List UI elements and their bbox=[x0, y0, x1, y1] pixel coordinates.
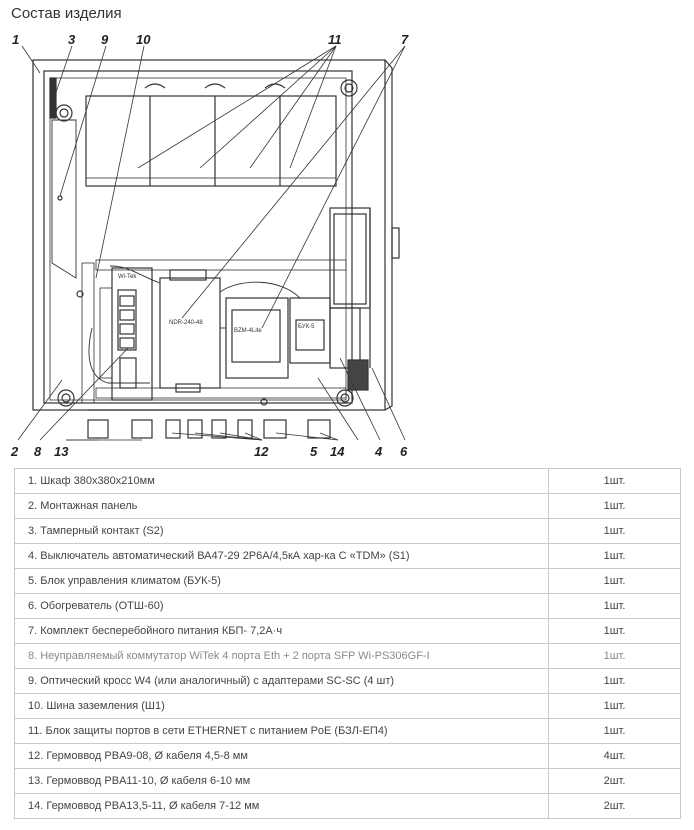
part-qty-cell: 1шт. bbox=[549, 519, 681, 544]
part-name-cell: 4. Выключатель автоматический ВА47-29 2Р6А/4,5кА хар-ка С «TDM» (S1) bbox=[15, 544, 549, 569]
part-name-cell: 10. Шина заземления (Ш1) bbox=[15, 694, 549, 719]
part-qty-cell: 1шт. bbox=[549, 644, 681, 669]
device-right-label: БУК-5 bbox=[298, 324, 315, 330]
callout-1: 1 bbox=[12, 32, 20, 47]
callout-4: 4 bbox=[375, 444, 383, 459]
part-name-cell: 8. Неуправляемый коммутатор WiTek 4 порта Eth + 2 порта SFP Wi-PS306GF-I bbox=[15, 644, 549, 669]
psu-label: NDR-240-48 bbox=[169, 320, 203, 326]
part-qty-cell: 1шт. bbox=[549, 669, 681, 694]
callout-11: 11 bbox=[328, 32, 342, 47]
part-name-cell: 2. Монтажная панель bbox=[15, 494, 549, 519]
part-qty-cell: 1шт. bbox=[549, 544, 681, 569]
table-row bbox=[15, 644, 681, 669]
callout-13: 13 bbox=[54, 444, 69, 459]
table-row bbox=[15, 519, 681, 544]
part-qty-cell: 1шт. bbox=[549, 694, 681, 719]
part-name-cell: 9. Оптический кросс W4 (или аналогичный) с адаптерами SC-SC (4 шт) bbox=[15, 669, 549, 694]
part-qty-cell: 1шт. bbox=[549, 469, 681, 494]
part-qty-cell: 1шт. bbox=[549, 719, 681, 744]
callout-14: 14 bbox=[330, 444, 345, 459]
table-row bbox=[15, 669, 681, 694]
table-row bbox=[15, 544, 681, 569]
table-row bbox=[15, 744, 681, 769]
part-name-cell: 3. Тамперный контакт (S2) bbox=[15, 519, 549, 544]
table-row bbox=[15, 719, 681, 744]
callout-3: 3 bbox=[68, 32, 76, 47]
cabinet-diagram bbox=[0, 28, 694, 460]
part-name-cell: 7. Комплект бесперебойного питания КБП- 7,2А·ч bbox=[15, 619, 549, 644]
part-name-cell: 5. Блок управления климатом (БУК-5) bbox=[15, 569, 549, 594]
part-qty-cell: 2шт. bbox=[549, 794, 681, 819]
table-row bbox=[15, 494, 681, 519]
part-qty-cell: 4шт. bbox=[549, 744, 681, 769]
table-row bbox=[15, 694, 681, 719]
device-left-label: BZM-4Lite bbox=[234, 328, 262, 334]
part-qty-cell: 2шт. bbox=[549, 769, 681, 794]
parts-table bbox=[14, 468, 681, 819]
page-title: Состав изделия bbox=[11, 5, 122, 22]
callout-5: 5 bbox=[310, 444, 318, 459]
part-name-cell: 13. Гермоввод PBA11-10, Ø кабеля 6-10 мм bbox=[15, 769, 549, 794]
table-row bbox=[15, 594, 681, 619]
table-row bbox=[15, 619, 681, 644]
switch-brand-label: Wi-Tek bbox=[118, 274, 137, 280]
table-row bbox=[15, 469, 681, 494]
part-name-cell: 12. Гермоввод PBA9-08, Ø кабеля 4,5-8 мм bbox=[15, 744, 549, 769]
callout-8: 8 bbox=[34, 444, 42, 459]
callout-2: 2 bbox=[11, 444, 19, 459]
part-name-cell: 11. Блок защиты портов в сети ETHERNET с питанием PoE (БЗЛ-ЕП4) bbox=[15, 719, 549, 744]
table-row bbox=[15, 569, 681, 594]
callout-12: 12 bbox=[254, 444, 269, 459]
callout-7: 7 bbox=[401, 32, 409, 47]
part-name-cell: 1. Шкаф 380х380х210мм bbox=[15, 469, 549, 494]
callout-6: 6 bbox=[400, 444, 408, 459]
table-row bbox=[15, 794, 681, 819]
callout-10: 10 bbox=[136, 32, 151, 47]
callout-9: 9 bbox=[101, 32, 109, 47]
part-qty-cell: 1шт. bbox=[549, 569, 681, 594]
table-row bbox=[15, 769, 681, 794]
part-name-cell: 6. Обогреватель (ОТШ-60) bbox=[15, 594, 549, 619]
part-qty-cell: 1шт. bbox=[549, 494, 681, 519]
part-name-cell: 14. Гермоввод PBA13,5-11, Ø кабеля 7-12 мм bbox=[15, 794, 549, 819]
part-qty-cell: 1шт. bbox=[549, 619, 681, 644]
part-qty-cell: 1шт. bbox=[549, 594, 681, 619]
